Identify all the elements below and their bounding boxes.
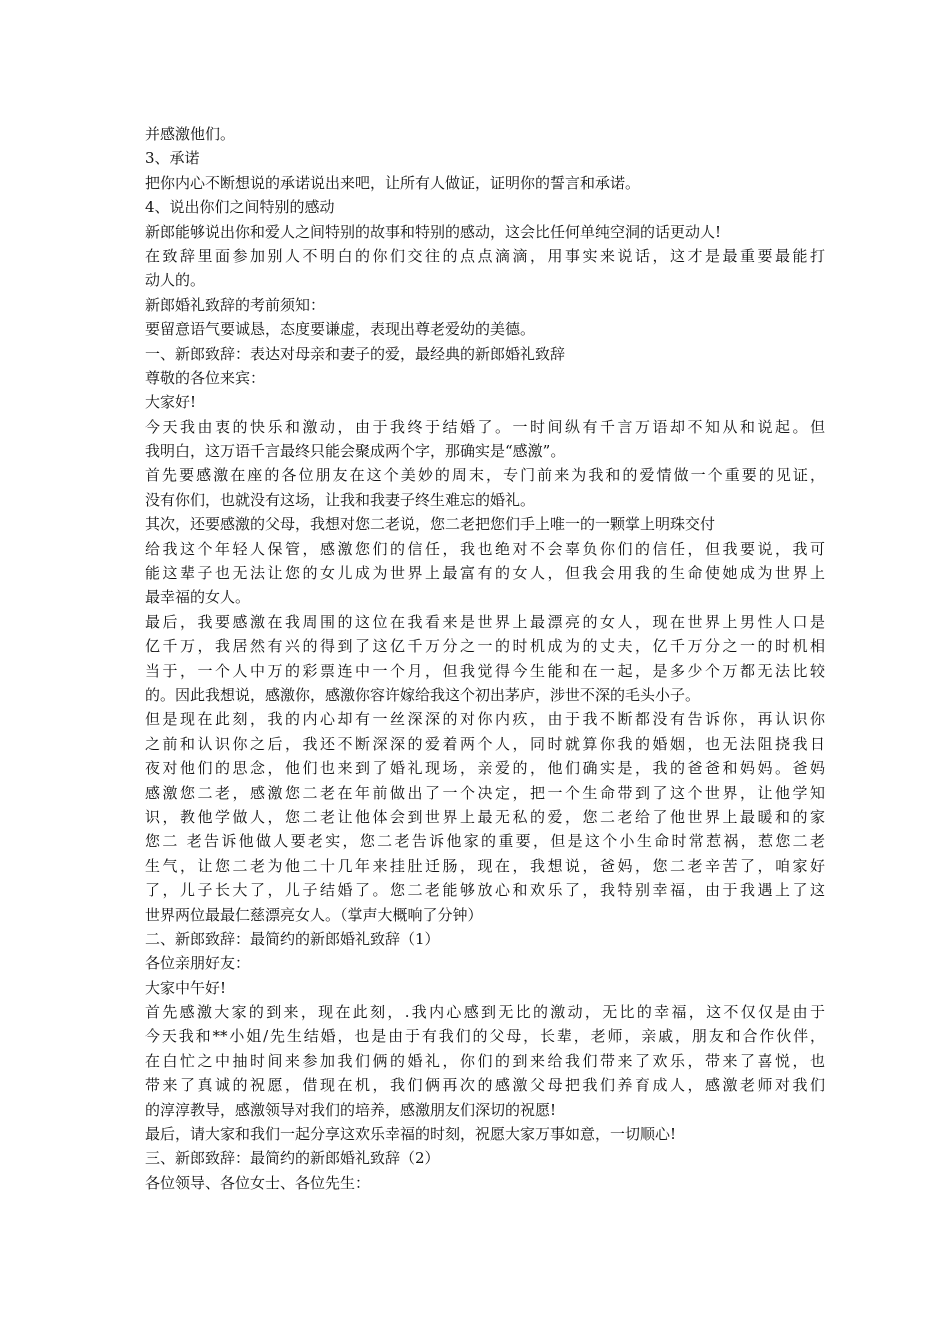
text-line: 但是现在此刻，我的内心却有一丝深深的对你内疚，由于我不断都没有告诉你，再认识你: [145, 710, 825, 729]
text-line: 并感激他们。: [145, 125, 236, 143]
document-body: [145, 122, 825, 1195]
text-line: 把你内心不断想说的承诺说出来吧，让所有人做证，证明你的誓言和承诺。: [145, 173, 641, 192]
greeting: 大家好!: [145, 393, 197, 412]
text-line: 在白忙之中抽时间来参加我们俩的婚礼，你们的到来给我们带来了欢乐，带来了喜悦，也: [145, 1051, 825, 1070]
text-line: 最幸福的女人。: [145, 588, 251, 607]
text-line: 在致辞里面参加别人不明白的你们交往的点点滴滴，用事实来说话，这才是最重要最能打: [145, 246, 825, 265]
section-heading: 三、新郎致辞：最简约的新郎婚礼致辞（2）: [145, 1149, 440, 1168]
section-heading: 4、说出你们之间特别的感动: [145, 198, 335, 217]
text-line: 没有你们，也就没有这场，让我和我妻子终生难忘的婚礼。: [145, 490, 536, 509]
salutation: 尊敬的各位来宾：: [145, 368, 266, 387]
text-line: 首先要感激在座的各位朋友在这个美妙的周末，专门前来为我和的爱情做一个重要的见证，: [145, 466, 825, 485]
section-heading: 一、新郎致辞：表达对母亲和妻子的爱，最经典的新郎婚礼致辞: [145, 344, 566, 363]
text-line: 的淳淳教导，感激领导对我们的培养，感激朋友们深切的祝愿!: [145, 1100, 557, 1119]
text-line: 最后，请大家和我们一起分享这欢乐幸福的时刻，祝愿大家万事如意，一切顺心!: [145, 1125, 677, 1144]
text-line: 带来了真诚的祝愿，借现在机，我们俩再次的感激父母把我们养育成人，感激老师对我们: [145, 1076, 825, 1095]
text-line: 动人的。: [145, 271, 206, 290]
section-heading: 二、新郎致辞：最简约的新郎婚礼致辞（1）: [145, 929, 440, 948]
text-line: 您二 老告诉他做人要老实，您二老告诉他家的重要，但是这个小生命时常惹祸，惹您二老: [145, 832, 825, 851]
text-line: 的。因此我想说，感激你，感激你容许嫁给我这个初出茅庐，涉世不深的毛头小子。: [145, 685, 701, 704]
text-line: 我明白，这万语千言最终只能会聚成两个字，那确实是“感激”。: [145, 442, 566, 461]
text-line: 最后，我要感激在我周围的这位在我看来是世界上最漂亮的女人，现在世界上男性人口是: [145, 612, 825, 631]
salutation: 各位亲朋好友：: [145, 954, 251, 973]
text-line: 给我这个年轻人保管，感激您们的信任，我也绝对不会辜负你们的信任，但我要说，我可: [145, 539, 825, 558]
section-heading: 3、承诺: [145, 149, 200, 168]
text-line: 了，儿子长大了，儿子结婚了。您二老能够放心和欢乐了，我特别幸福，由于我遇上了这: [145, 881, 825, 900]
text-line: 感激您二老，感激您二老在年前做出了一个决定，把一个生命带到了这个世界，让他学知: [145, 783, 825, 802]
text-line: 之前和认识你之后，我还不断深深的爱着两个人，同时就算你我的婚姻，也无法阻挠我日: [145, 734, 825, 753]
text-line: 亿千万，我居然有兴的得到了这亿千万分之一的时机成为的丈夫，亿千万分之一的时机相: [145, 637, 825, 656]
text-line: 当于，一个人中万的彩票连中一个月，但我觉得今生能和在一起，是多少个万都无法比较: [145, 661, 825, 680]
text-line: 首先感激大家的到来，现在此刻，.我内心感到无比的激动，无比的幸福，这不仅仅是由于: [145, 1003, 825, 1022]
greeting: 大家中午好!: [145, 978, 227, 997]
text-line: 新郎能够说出你和爱人之间特别的故事和特别的感动，这会比任何单纯空洞的话更动人!: [145, 222, 722, 241]
text-line: 今天我由衷的快乐和激动，由于我终于结婚了。一时间纵有千言万语却不知从和说起。但: [145, 417, 825, 436]
text-line: 今天我和**小姐/先生结婚，也是由于有我们的父母，长辈，老师，亲戚，朋友和合作伙伴，: [145, 1027, 825, 1046]
text-line: 生气，让您二老为他二十几年来挂肚迁肠，现在，我想说，爸妈，您二老辛苦了，咱家好: [145, 856, 825, 875]
salutation: 各位领导、各位女士、各位先生：: [145, 1173, 371, 1192]
text-line: 要留意语气要诚恳，态度要谦虚，表现出尊老爱幼的美德。: [145, 320, 536, 339]
text-line: 新郎婚礼致辞的考前须知：: [145, 295, 326, 314]
text-line: 能这辈子也无法让您的女儿成为世界上最富有的女人，但我会用我的生命使她成为世界上: [145, 564, 825, 583]
text-line: 世界两位最最仁慈漂亮女人。（掌声大概响了分钟）: [145, 905, 483, 924]
text-line: 其次，还要感激的父母，我想对您二老说，您二老把您们手上唯一的一颗掌上明珠交付: [145, 515, 716, 534]
text-line: 识，教他学做人，您二老让他体会到世界上最无私的爱，您二老给了他世界上最暖和的家: [145, 807, 825, 826]
text-line: 夜对他们的思念，他们也来到了婚礼现场，亲爱的，他们确实是，我的爸爸和妈妈。爸妈: [145, 759, 825, 778]
